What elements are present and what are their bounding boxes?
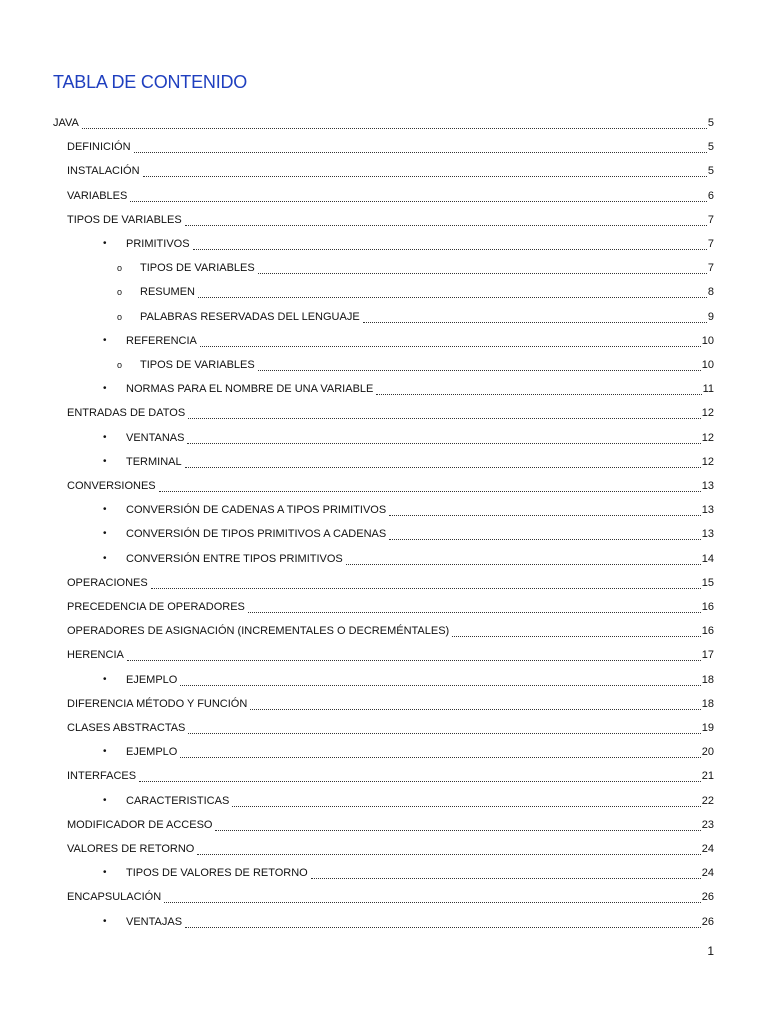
dot-leader (376, 393, 701, 395)
toc-entry-label: CONVERSIÓN ENTRE TIPOS PRIMITIVOS (126, 549, 345, 569)
dot-leader (185, 224, 707, 226)
toc-entry[interactable] (0, 524, 768, 544)
toc-entry-page: 18 (701, 697, 714, 710)
toc-entry-page: 16 (701, 625, 714, 638)
toc-entry-label: CONVERSIÓN DE TIPOS PRIMITIVOS A CADENAS (126, 524, 388, 544)
toc-entry-page: 19 (701, 722, 714, 734)
dot-leader (193, 248, 707, 250)
dot-leader (130, 200, 707, 202)
toc-entry[interactable] (0, 597, 768, 617)
toc-entry[interactable] (0, 766, 768, 786)
toc-entry-label: TIPOS DE VARIABLES (140, 258, 257, 278)
toc-entry-label: CONVERSIÓN DE CADENAS A TIPOS PRIMITIVOS (126, 500, 388, 520)
dot-leader (164, 901, 701, 903)
toc-entry-label: ENTRADAS DE DATOS (67, 403, 187, 423)
dot-leader (452, 635, 701, 637)
toc-entry-label: JAVA (53, 113, 81, 133)
toc-entry-label: DIFERENCIA MÉTODO Y FUNCIÓN (67, 694, 249, 714)
toc-entry-page: 23 (701, 818, 714, 831)
toc-entry[interactable] (0, 500, 768, 520)
toc-entry-page: 13 (701, 528, 714, 541)
toc-entry[interactable] (0, 137, 768, 157)
dot-leader (159, 490, 701, 492)
bullet-icon: • (103, 238, 107, 249)
toc-entry[interactable] (0, 718, 768, 738)
page-number: 1 (707, 944, 714, 958)
toc-entry-page: 12 (701, 407, 714, 420)
toc-entry-page: 18 (701, 673, 714, 686)
toc-entry[interactable] (0, 282, 768, 302)
toc-entry-label: VALORES DE RETORNO (67, 839, 196, 859)
toc-entry-label: TERMINAL (126, 452, 184, 472)
toc-entry-label: INSTALACIÓN (67, 161, 142, 181)
toc-entry-page: 17 (701, 649, 714, 662)
bullet-icon: • (103, 867, 107, 879)
bullet-icon: • (103, 504, 107, 516)
toc-entry-label: MODIFICADOR DE ACCESO (67, 815, 214, 835)
toc-entry[interactable] (0, 379, 768, 399)
toc-entry-label: EJEMPLO (126, 742, 179, 762)
toc-entry-page: 11 (702, 383, 714, 396)
dot-leader (389, 538, 701, 540)
bullet-icon: • (103, 552, 107, 564)
dot-leader (180, 684, 700, 686)
toc-entry-page: 26 (701, 891, 714, 904)
dot-leader (134, 151, 707, 153)
bullet-icon: • (103, 746, 107, 758)
toc-entry-label: NORMAS PARA EL NOMBRE DE UNA VARIABLE (126, 379, 375, 399)
dot-leader (248, 611, 701, 613)
dot-leader (250, 708, 700, 710)
toc-entry-label: VENTAJAS (126, 912, 184, 932)
toc-entry[interactable] (0, 912, 768, 932)
toc-entry-page: 22 (701, 794, 714, 807)
toc-entry[interactable] (0, 839, 768, 859)
toc-entry-page: 16 (701, 601, 714, 613)
dot-leader (180, 756, 700, 758)
toc-entry[interactable] (0, 645, 768, 665)
dot-leader (311, 877, 701, 879)
toc-entry[interactable] (0, 331, 768, 351)
bullet-icon: • (103, 528, 107, 540)
toc-entry[interactable] (0, 815, 768, 835)
toc-entry-label: OPERACIONES (67, 573, 150, 593)
toc-entry[interactable] (0, 621, 768, 641)
toc-entry-page: 24 (701, 843, 714, 855)
toc-entry-label: HERENCIA (67, 645, 126, 665)
toc-entry[interactable] (0, 476, 768, 496)
toc-entry[interactable] (0, 742, 768, 762)
dot-leader (143, 175, 707, 177)
toc-entry[interactable] (0, 307, 768, 327)
dot-leader (363, 321, 707, 323)
toc-entry-label: ENCAPSULACIÓN (67, 887, 163, 907)
toc-entry[interactable] (0, 186, 768, 206)
bullet-icon: • (103, 673, 107, 685)
toc-entry-label: PALABRAS RESERVADAS DEL LENGUAJE (140, 307, 362, 327)
toc-entry-label: CONVERSIONES (67, 476, 158, 496)
toc-entry-page: 10 (701, 359, 714, 371)
dot-leader (151, 587, 701, 589)
bullet-icon: • (103, 915, 107, 927)
dot-leader (200, 345, 701, 347)
dot-leader (139, 780, 701, 782)
toc-entry-page: 24 (701, 867, 714, 880)
dot-leader (258, 272, 707, 274)
toc-entry-page: 5 (707, 117, 714, 129)
toc-entry-label: EJEMPLO (126, 670, 179, 690)
bullet-icon: • (103, 334, 107, 346)
toc-entry-label: REFERENCIA (126, 331, 199, 351)
toc-entry[interactable] (0, 549, 768, 569)
toc-entry[interactable] (0, 791, 768, 811)
toc-entry-page: 12 (701, 455, 714, 468)
toc-entry[interactable] (0, 863, 768, 883)
circle-bullet-icon: o (117, 311, 123, 322)
circle-bullet-icon: o (117, 287, 123, 298)
toc-entry-page: 15 (701, 576, 714, 589)
circle-bullet-icon: o (117, 360, 123, 370)
toc-entry-page: 7 (707, 262, 714, 275)
dot-leader (346, 563, 701, 565)
toc-entry-page: 8 (707, 286, 714, 299)
toc-entry[interactable] (0, 573, 768, 593)
toc-entry-page: 7 (707, 213, 714, 226)
dot-leader (185, 926, 701, 928)
toc-entry-page: 7 (707, 238, 714, 250)
dot-leader (198, 296, 707, 298)
toc-entry-page: 12 (701, 431, 714, 444)
toc-entry-page: 14 (701, 552, 714, 565)
toc-entry-label: RESUMEN (140, 282, 197, 302)
toc-entry[interactable] (0, 161, 768, 181)
toc-entry[interactable] (0, 452, 768, 472)
dot-leader (188, 732, 700, 734)
toc-entry-page: 10 (701, 334, 714, 347)
toc-entry-label: TIPOS DE VARIABLES (67, 210, 184, 230)
toc-entry[interactable] (0, 403, 768, 423)
toc-entry-page: 5 (707, 141, 714, 154)
bullet-icon: • (103, 794, 107, 806)
toc-entry[interactable] (0, 694, 768, 714)
dot-leader (215, 829, 700, 831)
dot-leader (187, 442, 700, 444)
toc-entry[interactable] (0, 887, 768, 907)
toc-entry-page: 5 (707, 165, 714, 178)
dot-leader (197, 853, 700, 855)
toc-entry-label: TIPOS DE VALORES DE RETORNO (126, 863, 310, 883)
toc-entry-label: OPERADORES DE ASIGNACIÓN (INCREMENTALES O DECREMÉNTALES) (67, 621, 451, 641)
toc-entry-page: 20 (701, 746, 714, 759)
bullet-icon: • (103, 455, 107, 467)
toc-entry-label: TIPOS DE VARIABLES (140, 355, 257, 375)
dot-leader (82, 127, 707, 129)
dot-leader (127, 659, 701, 661)
dot-leader (188, 417, 701, 419)
toc-entry-label: INTERFACES (67, 766, 138, 786)
toc-entry-page: 13 (701, 480, 714, 492)
toc-entry-page: 26 (701, 915, 714, 928)
toc-entry[interactable] (0, 113, 768, 133)
toc-entry[interactable] (0, 670, 768, 690)
dot-leader (258, 369, 701, 371)
toc-entry-label: VARIABLES (67, 186, 129, 206)
toc-entry-label: PRIMITIVOS (126, 234, 192, 254)
dot-leader (232, 805, 700, 807)
toc-entry-label: PRECEDENCIA DE OPERADORES (67, 597, 247, 617)
toc-entry-page: 9 (707, 310, 714, 323)
toc-entry[interactable] (0, 234, 768, 254)
toc-entry-page: 6 (707, 189, 714, 202)
toc-entry[interactable] (0, 258, 768, 278)
toc-entry[interactable] (0, 210, 768, 230)
dot-leader (389, 514, 701, 516)
dot-leader (185, 466, 701, 468)
toc-entry-page: 13 (701, 504, 714, 517)
bullet-icon: • (103, 383, 107, 395)
toc-entry-label: DEFINICIÓN (67, 137, 133, 157)
toc-entry-page: 21 (701, 770, 714, 783)
toc-entry-label: CARACTERISTICAS (126, 791, 231, 811)
toc-entry-label: VENTANAS (126, 428, 186, 448)
toc-title: TABLA DE CONTENIDO (53, 72, 248, 92)
toc-entry-label: CLASES ABSTRACTAS (67, 718, 187, 738)
toc-entry[interactable] (0, 428, 768, 448)
bullet-icon: • (103, 431, 107, 443)
toc-entry[interactable] (0, 355, 768, 375)
circle-bullet-icon: o (117, 263, 123, 274)
